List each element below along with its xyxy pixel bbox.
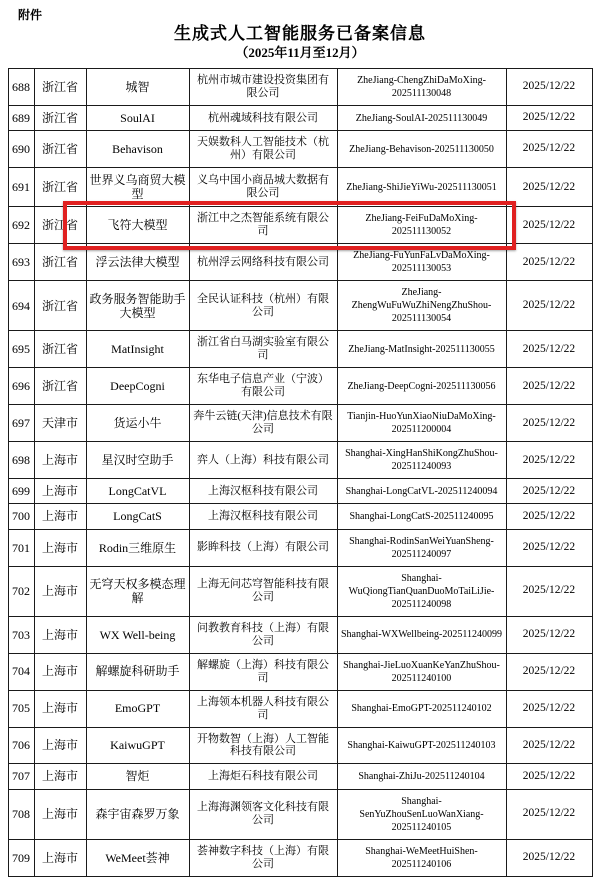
cell-model-name: SoulAI [86, 106, 189, 131]
cell-registration-number: ZheJiang-FeiFuDaMoXing-202511130052 [337, 207, 506, 244]
cell-date: 2025/12/22 [506, 529, 592, 566]
cell-date: 2025/12/22 [506, 405, 592, 442]
cell-company: 杭州浮云网络科技有限公司 [189, 244, 337, 281]
table-row [8, 207, 592, 244]
cell-registration-number: Shanghai-XingHanShiKongZhuShou-202511240093 [337, 442, 506, 479]
cell-number: 691 [8, 168, 34, 207]
cell-model-name: MatInsight [86, 331, 189, 368]
cell-company: 上海海渊领客文化科技有限公司 [189, 789, 337, 839]
table-row [8, 331, 592, 368]
table-row [8, 529, 592, 566]
cell-province: 上海市 [34, 504, 86, 529]
cell-province: 上海市 [34, 839, 86, 876]
cell-company: 开物数智（上海）人工智能科技有限公司 [189, 727, 337, 764]
cell-province: 浙江省 [34, 168, 86, 207]
cell-province: 上海市 [34, 789, 86, 839]
cell-model-name: LongCatS [86, 504, 189, 529]
registration-table [8, 68, 593, 877]
cell-number: 700 [8, 504, 34, 529]
cell-model-name: 森宇宙森罗万象 [86, 789, 189, 839]
cell-model-name: 货运小牛 [86, 405, 189, 442]
cell-company: 问教教育科技（上海）有限公司 [189, 616, 337, 653]
cell-company: 东华电子信息产业（宁波）有限公司 [189, 368, 337, 405]
table-row [8, 106, 592, 131]
cell-number: 706 [8, 727, 34, 764]
cell-company: 弈人（上海）科技有限公司 [189, 442, 337, 479]
cell-number: 709 [8, 839, 34, 876]
cell-company: 全民认证科技（杭州）有限公司 [189, 281, 337, 331]
cell-registration-number: Tianjin-HuoYunXiaoNiuDaMoXing-202511200004 [337, 405, 506, 442]
cell-date: 2025/12/22 [506, 789, 592, 839]
cell-date: 2025/12/22 [506, 839, 592, 876]
cell-number: 703 [8, 616, 34, 653]
cell-model-name: KaiwuGPT [86, 727, 189, 764]
cell-province: 上海市 [34, 727, 86, 764]
cell-province: 上海市 [34, 479, 86, 504]
cell-number: 688 [8, 69, 34, 106]
table-body [8, 69, 592, 877]
cell-registration-number: ZheJiang-ChengZhiDaMoXing-202511130048 [337, 69, 506, 106]
table-row [8, 368, 592, 405]
cell-date: 2025/12/22 [506, 727, 592, 764]
cell-company: 上海汉枢科技有限公司 [189, 504, 337, 529]
registration-table-wrap [0, 68, 600, 877]
cell-model-name: DeepCogni [86, 368, 189, 405]
table-row [8, 727, 592, 764]
cell-province: 上海市 [34, 764, 86, 789]
cell-company: 解螺旋（上海）科技有限公司 [189, 653, 337, 690]
cell-date: 2025/12/22 [506, 616, 592, 653]
cell-registration-number: Shanghai-WeMeetHuiShen-202511240106 [337, 839, 506, 876]
cell-registration-number: ZheJiang-ShiJieYiWu-202511130051 [337, 168, 506, 207]
cell-registration-number: ZheJiang-ZhengWuFuWuZhiNengZhuShou-202511130054 [337, 281, 506, 331]
cell-registration-number: ZheJiang-SoulAI-202511130049 [337, 106, 506, 131]
cell-date: 2025/12/22 [506, 244, 592, 281]
cell-province: 浙江省 [34, 331, 86, 368]
table-row [8, 789, 592, 839]
cell-registration-number: ZheJiang-MatInsight-202511130055 [337, 331, 506, 368]
cell-province: 浙江省 [34, 69, 86, 106]
cell-date: 2025/12/22 [506, 504, 592, 529]
table-row [8, 131, 592, 168]
cell-number: 705 [8, 690, 34, 727]
cell-number: 707 [8, 764, 34, 789]
cell-model-name: EmoGPT [86, 690, 189, 727]
cell-model-name: Rodin三维原生 [86, 529, 189, 566]
cell-company: 杭州魂域科技有限公司 [189, 106, 337, 131]
cell-model-name: WeMeet荟神 [86, 839, 189, 876]
table-row [8, 405, 592, 442]
table-row [8, 566, 592, 616]
cell-company: 浙江省白马湖实验室有限公司 [189, 331, 337, 368]
cell-registration-number: Shanghai-JieLuoXuanKeYanZhuShou-202511240100 [337, 653, 506, 690]
cell-number: 693 [8, 244, 34, 281]
table-row [8, 839, 592, 876]
cell-number: 690 [8, 131, 34, 168]
cell-date: 2025/12/22 [506, 566, 592, 616]
cell-date: 2025/12/22 [506, 207, 592, 244]
cell-province: 上海市 [34, 566, 86, 616]
cell-date: 2025/12/22 [506, 69, 592, 106]
cell-province: 上海市 [34, 616, 86, 653]
table-row [8, 244, 592, 281]
table-row [8, 616, 592, 653]
table-row [8, 479, 592, 504]
table-row [8, 168, 592, 207]
cell-model-name: 世界义乌商贸大模型 [86, 168, 189, 207]
cell-registration-number: Shanghai-KaiwuGPT-202511240103 [337, 727, 506, 764]
cell-company: 浙江中之杰智能系统有限公司 [189, 207, 337, 244]
cell-registration-number: ZheJiang-Behavison-202511130050 [337, 131, 506, 168]
cell-company: 上海领本机器人科技有限公司 [189, 690, 337, 727]
cell-province: 浙江省 [34, 244, 86, 281]
cell-date: 2025/12/22 [506, 479, 592, 504]
cell-number: 692 [8, 207, 34, 244]
cell-model-name: LongCatVL [86, 479, 189, 504]
table-row [8, 690, 592, 727]
cell-company: 杭州市城市建设投资集团有限公司 [189, 69, 337, 106]
cell-date: 2025/12/22 [506, 653, 592, 690]
cell-registration-number: ZheJiang-FuYunFaLvDaMoXing-202511130053 [337, 244, 506, 281]
cell-province: 浙江省 [34, 368, 86, 405]
page-subtitle: （2025年11月至12月） [235, 45, 365, 61]
cell-registration-number: Shanghai-LongCatS-202511240095 [337, 504, 506, 529]
table-row [8, 653, 592, 690]
cell-registration-number: Shanghai-LongCatVL-202511240094 [337, 479, 506, 504]
cell-company: 天娱数科人工智能技术（杭州）有限公司 [189, 131, 337, 168]
cell-model-name: 浮云法律大模型 [86, 244, 189, 281]
table-row [8, 504, 592, 529]
cell-registration-number: ZheJiang-DeepCogni-202511130056 [337, 368, 506, 405]
cell-company: 荟神数字科技（上海）有限公司 [189, 839, 337, 876]
cell-date: 2025/12/22 [506, 168, 592, 207]
cell-model-name: 无穹天权多模态理解 [86, 566, 189, 616]
cell-number: 701 [8, 529, 34, 566]
cell-date: 2025/12/22 [506, 131, 592, 168]
cell-number: 697 [8, 405, 34, 442]
cell-model-name: 城智 [86, 69, 189, 106]
cell-registration-number: Shanghai-ZhiJu-202511240104 [337, 764, 506, 789]
cell-number: 698 [8, 442, 34, 479]
cell-number: 696 [8, 368, 34, 405]
cell-province: 浙江省 [34, 106, 86, 131]
cell-province: 上海市 [34, 690, 86, 727]
attachment-label: 附件 [18, 8, 43, 22]
table-row [8, 69, 592, 106]
cell-date: 2025/12/22 [506, 442, 592, 479]
cell-model-name: 政务服务智能助手大模型 [86, 281, 189, 331]
cell-model-name: 智炬 [86, 764, 189, 789]
cell-model-name: 星汉时空助手 [86, 442, 189, 479]
cell-registration-number: Shanghai-WXWellbeing-202511240099 [337, 616, 506, 653]
cell-date: 2025/12/22 [506, 690, 592, 727]
cell-date: 2025/12/22 [506, 764, 592, 789]
cell-registration-number: Shanghai-WuQiongTianQuanDuoMoTaiLiJie-202511240098 [337, 566, 506, 616]
cell-company: 义乌中国小商品城大数据有限公司 [189, 168, 337, 207]
cell-number: 708 [8, 789, 34, 839]
cell-company: 上海汉枢科技有限公司 [189, 479, 337, 504]
cell-province: 上海市 [34, 529, 86, 566]
cell-province: 上海市 [34, 442, 86, 479]
cell-model-name: 飞符大模型 [86, 207, 189, 244]
cell-province: 天津市 [34, 405, 86, 442]
cell-registration-number: Shanghai-SenYuZhouSenLuoWanXiang-202511240105 [337, 789, 506, 839]
cell-date: 2025/12/22 [506, 281, 592, 331]
cell-number: 695 [8, 331, 34, 368]
cell-province: 浙江省 [34, 131, 86, 168]
table-row [8, 442, 592, 479]
cell-number: 694 [8, 281, 34, 331]
cell-number: 699 [8, 479, 34, 504]
cell-province: 浙江省 [34, 281, 86, 331]
cell-date: 2025/12/22 [506, 331, 592, 368]
cell-province: 浙江省 [34, 207, 86, 244]
table-row [8, 281, 592, 331]
cell-date: 2025/12/22 [506, 106, 592, 131]
cell-number: 702 [8, 566, 34, 616]
cell-province: 上海市 [34, 653, 86, 690]
cell-company: 上海无问芯穹智能科技有限公司 [189, 566, 337, 616]
cell-company: 奔牛云链(天津)信息技术有限公司 [189, 405, 337, 442]
cell-date: 2025/12/22 [506, 368, 592, 405]
cell-registration-number: Shanghai-RodinSanWeiYuanSheng-202511240097 [337, 529, 506, 566]
table-row [8, 764, 592, 789]
cell-number: 689 [8, 106, 34, 131]
cell-registration-number: Shanghai-EmoGPT-202511240102 [337, 690, 506, 727]
cell-company: 上海炬石科技有限公司 [189, 764, 337, 789]
cell-model-name: Behavison [86, 131, 189, 168]
cell-model-name: 解螺旋科研助手 [86, 653, 189, 690]
cell-number: 704 [8, 653, 34, 690]
cell-model-name: WX Well-being [86, 616, 189, 653]
page-title: 生成式人工智能服务已备案信息 [174, 24, 426, 44]
cell-company: 影眸科技（上海）有限公司 [189, 529, 337, 566]
